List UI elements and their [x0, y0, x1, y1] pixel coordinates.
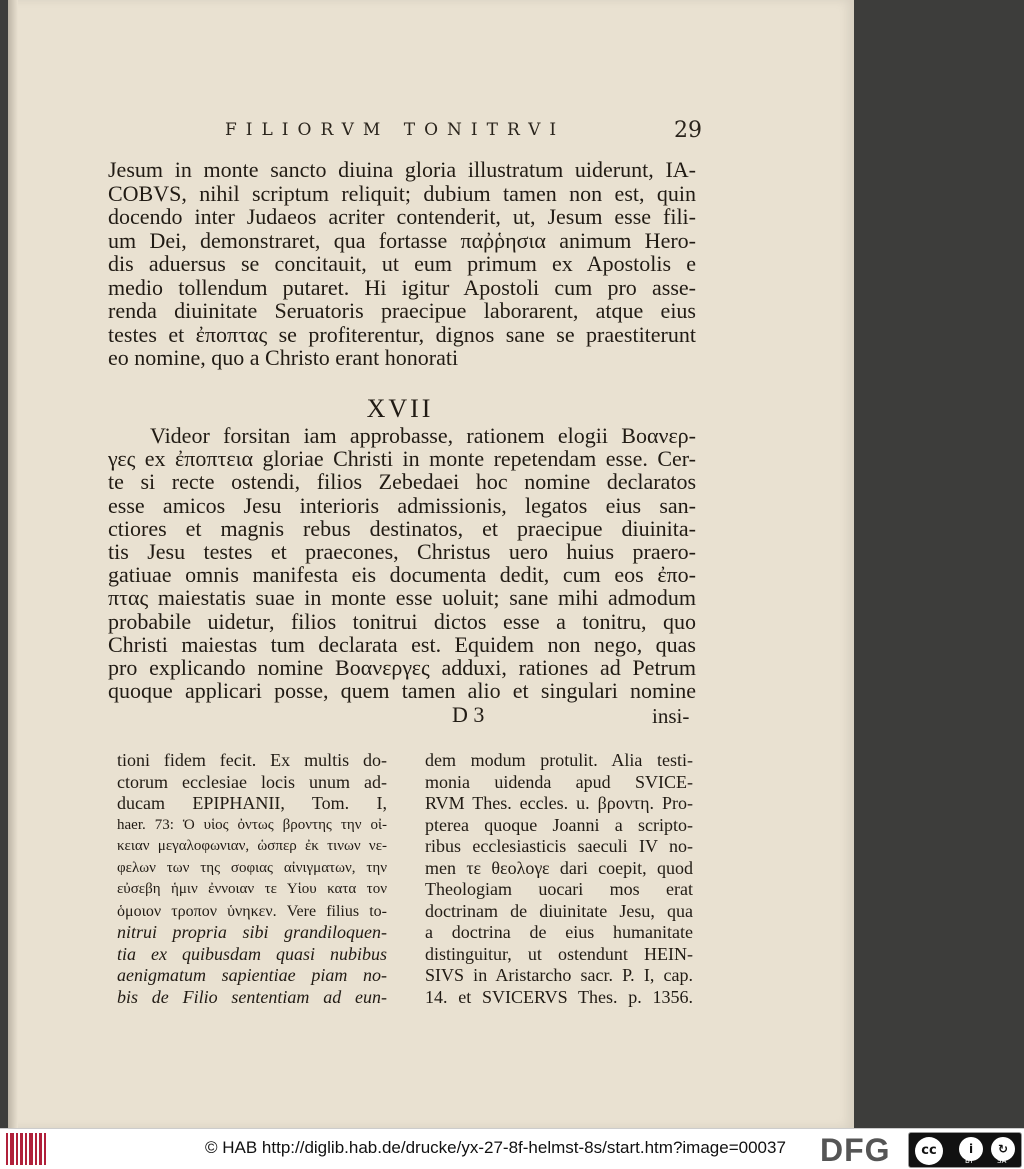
text-line: gatiuae omnis manifesta eis documenta dedit, cum eos ἐπο-	[108, 562, 696, 588]
share-alike-icon: ↻	[991, 1137, 1015, 1161]
cc-license-badge[interactable]	[908, 1132, 1022, 1168]
footnote-line: ὁμοιον τροπον ὑνηκεν. Vere filius to-	[117, 902, 387, 920]
text-line: dis aduersus se concitauit, ut eum primum ex Apostolis e	[108, 251, 696, 276]
footnote-line: dem modum protulit. Alia testi-	[425, 750, 693, 770]
dfg-logo: DFG	[820, 1132, 891, 1168]
text-line: renda diuinitate Seruatoris praecipue laborarent, atque eius	[108, 298, 696, 323]
text-line: γες ex ἐποπτεια gloriae Christi in monte repetendam esse. Cer-	[108, 446, 696, 472]
text-line: eo nomine, quo a Christo erant honorati	[108, 345, 459, 370]
page-binding-edge	[8, 0, 18, 1128]
text-line: testes et ἐποπτας se profiterentur, dignos sane se praestiterunt	[108, 321, 696, 347]
text-line: tis Jesu testes et praecones, Christus uero huius praero-	[108, 539, 696, 565]
copyright-link[interactable]: © HAB http://diglib.hab.de/drucke/yx-27-8f-helmst-8s/start.htm?image=00037	[205, 1138, 786, 1157]
footnote-line: tia ex quibusdam quasi nubibus	[117, 943, 387, 964]
by-label: BY	[965, 1157, 974, 1165]
footnote-line: men τε θεολογε dari coepit, quod	[425, 857, 693, 878]
footnote-line: Theologiam uocari mos erat	[425, 879, 693, 899]
text-line: docendo inter Judaeos acriter contenderit, ut, Jesum esse fili-	[108, 204, 696, 229]
page-number: 29	[674, 118, 702, 143]
footnote-line: κειαν μεγαλοφωνιαν, ὡσπερ ἐκ τινων νε-	[117, 838, 387, 854]
footnote-line: RVM Thes. eccles. u. βροντη. Pro-	[425, 793, 693, 813]
paragraph-2	[108, 424, 696, 702]
footnote-line: εὐσεβη ἡμιν ἐννοιαν τε Υἱου κατα τον	[117, 881, 387, 897]
footnote-line: tioni fidem fecit. Ex multis do-	[117, 750, 387, 770]
text-line: um Dei, demonstraret, qua fortasse παῤῥησια animum Hero-	[108, 227, 696, 253]
footnote-line: pterea quoque Joanni a scripto-	[425, 814, 693, 835]
text-line: quoque applicari posse, quem tamen alio et singulari nomine	[108, 678, 696, 704]
footnote-line: φελων των της σοφιας αἰνιγματων, την	[117, 859, 387, 876]
footnote-right-column	[425, 750, 693, 1008]
by-icon: i	[959, 1137, 983, 1161]
sa-label: SA	[997, 1157, 1007, 1165]
text-line: probabile uidetur, filios tonitrui dictos esse a tonitru, quo	[108, 608, 696, 634]
text-line: πτας maiestatis suae in monte esse uoluit; sane mihi admodum	[108, 585, 696, 611]
running-head: FILIORVM TONITRVI	[225, 120, 566, 140]
footnote-line: ctorum ecclesiae locis unum ad-	[117, 771, 387, 792]
footnote-line: 14. et SVICERVS Thes. p. 1356.	[425, 986, 693, 1007]
footnote-line: SIVS in Aristarcho sacr. P. I, cap.	[425, 965, 693, 985]
paragraph-1	[108, 158, 696, 370]
footnote-left-column	[117, 750, 387, 1008]
viewer-footer	[0, 1128, 1024, 1169]
footnote-line: bis de Filio sententiam ad eun-	[117, 986, 387, 1007]
text-line: esse amicos Jesu interioris admissionis, legatos eius san-	[108, 492, 696, 518]
footnote-line: aenigmatum sapientiae piam no-	[117, 965, 387, 985]
text-line: ctiores et magnis rebus destinatos, et praecipue diuinita-	[108, 515, 696, 541]
footnote-line: distinguitur, ut ostendunt HEIN-	[425, 943, 693, 964]
cc-icon: cc	[915, 1137, 943, 1165]
text-line: medio tollendum putaret. Hi igitur Apostoli cum pro asse-	[108, 274, 696, 300]
barcode-icon	[6, 1133, 46, 1165]
footnote-line: monia uidenda apud SVICE-	[425, 771, 693, 792]
footnote-line: ribus ecclesiasticis saeculi IV nο-	[425, 836, 693, 856]
footnote-line: haer. 73: Ὁ υἱος ὀντως βροντης την οἰ-	[117, 816, 387, 833]
text-line: COBVS, nihil scriptum reliquit; dubium tamen non est, quin	[108, 180, 696, 206]
text-line: pro explicando nomine Βοανεργες adduxi, rationes ad Petrum	[108, 655, 696, 681]
text-line: Videor forsitan iam approbasse, rationem elogii Βοανερ-	[150, 423, 696, 448]
text-line: Jesum in monte sancto diuina gloria illustratum uiderunt, IA-	[108, 157, 696, 182]
footnote-line: a doctrina de eius humanitate	[425, 922, 693, 942]
text-line: te si recte ostendi, filios Zebedaei hoc nomine declaratos	[108, 469, 696, 495]
catchword: insi-	[652, 704, 690, 728]
text-line: Christi maiestas tum declarata est. Equidem non nego, quas	[108, 631, 696, 657]
footnote-line: nitrui propria sibi grandiloquen-	[117, 922, 387, 942]
section-heading: XVII	[366, 394, 434, 423]
footnote-line: doctrinam de diuinitate Jesu, qua	[425, 900, 693, 921]
signature-mark: D 3	[452, 702, 485, 727]
footnote-line: ducam EPIPHANII, Tom. I,	[117, 793, 387, 813]
